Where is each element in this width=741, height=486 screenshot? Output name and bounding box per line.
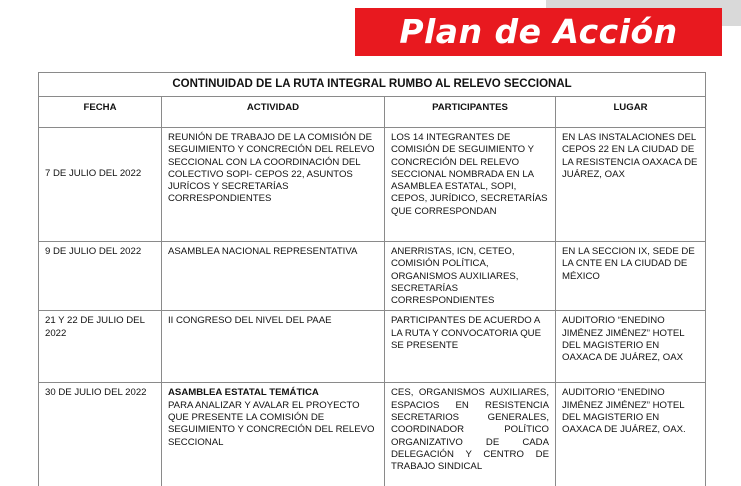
cell-participantes: ANERRISTAS, ICN, CETEO, COMISIÓN POLÍTICA, ORGANISMOS AUXILIARES, SECRETARÍAS CORRESPONDIENTES [385,242,556,311]
cell-actividad: REUNIÓN DE TRABAJO DE LA COMISIÓN DE SEGUIMIENTO Y CONCRECIÓN DEL RELEVO SECCIONAL CON LA COORDINACIÓN DEL COLECTIVO SOPI- CEPOS 22, ASUNTOS JURÍCOS Y SECRETARÍAS CORRESPONDIENTES [162,128,385,242]
activity-title: ASAMBLEA ESTATAL TEMÁTICA [168,387,319,399]
cell-participantes: CES, ORGANISMOS AUXILIARES, ESPACIOS EN RESISTENCIA SECRETARIOS GENERALES, COORDINADOR POLÍTICO ORGANIZATIVO DE CADA DELEGACIÓN Y CENTRO DE TRABAJO SINDICAL [385,383,556,486]
cell-participantes: LOS 14 INTEGRANTES DE COMISIÓN DE SEGUIMIENTO Y CONCRECIÓN DEL RELEVO SECCIONAL NOMBRADA EN LA ASAMBLEA ESTATAL, SOPI, CEPOS, JURÍDICO, SECRETARÍAS QUE CORRESPONDAN [385,128,556,242]
cell-actividad: ASAMBLEA NACIONAL REPRESENTATIVA [162,242,385,311]
cell-fecha: 21 Y 22 DE JULIO DEL 2022 [39,311,162,383]
header-row [39,97,706,128]
action-plan-table [38,72,706,486]
activity-description: PARA ANALIZAR Y AVALAR EL PROYECTO QUE PRESENTE LA COMISIÓN DE SEGUIMIENTO Y CONCRECIÓN DEL RELEVO SECCIONAL [168,399,375,448]
table-row [39,311,706,383]
cell-actividad: II CONGRESO DEL NIVEL DEL PAAE [162,311,385,383]
cell-fecha: 9 DE JULIO DEL 2022 [39,242,162,311]
plan-de-accion-banner: Plan de Acción [355,8,722,56]
header-actividad: ACTIVIDAD [162,97,385,128]
table-title: CONTINUIDAD DE LA RUTA INTEGRAL RUMBO AL RELEVO SECCIONAL [39,73,706,97]
table-row [39,128,706,242]
cell-lugar: AUDITORIO “ENEDINO JIMÉNEZ JIMÉNEZ” HOTEL DEL MAGISTERIO EN OAXACA DE JUÁREZ, OAX [556,311,706,383]
cell-fecha: 30 DE JULIO DEL 2022 [39,383,162,486]
header-fecha: FECHA [39,97,162,128]
header-lugar: LUGAR [556,97,706,128]
table-row [39,383,706,486]
header-participantes: PARTICIPANTES [385,97,556,128]
cell-lugar: AUDITORIO “ENEDINO JIMÉNEZ JIMÉNEZ” HOTEL DEL MAGISTERIO EN OAXACA DE JUÁREZ, OAX. [556,383,706,486]
cell-participantes: PARTICIPANTES DE ACUERDO A LA RUTA Y CONVOCATORIA QUE SE PRESENTE [385,311,556,383]
cell-actividad [162,383,385,486]
cell-lugar: EN LA SECCION IX, SEDE DE LA CNTE EN LA CIUDAD DE MÉXICO [556,242,706,311]
table-row [39,242,706,311]
cell-fecha: 7 DE JULIO DEL 2022 [39,128,162,242]
cell-lugar: EN LAS INSTALACIONES DEL CEPOS 22 EN LA CIUDAD DE LA RESISTENCIA OAXACA DE JUÁREZ, OAX [556,128,706,242]
